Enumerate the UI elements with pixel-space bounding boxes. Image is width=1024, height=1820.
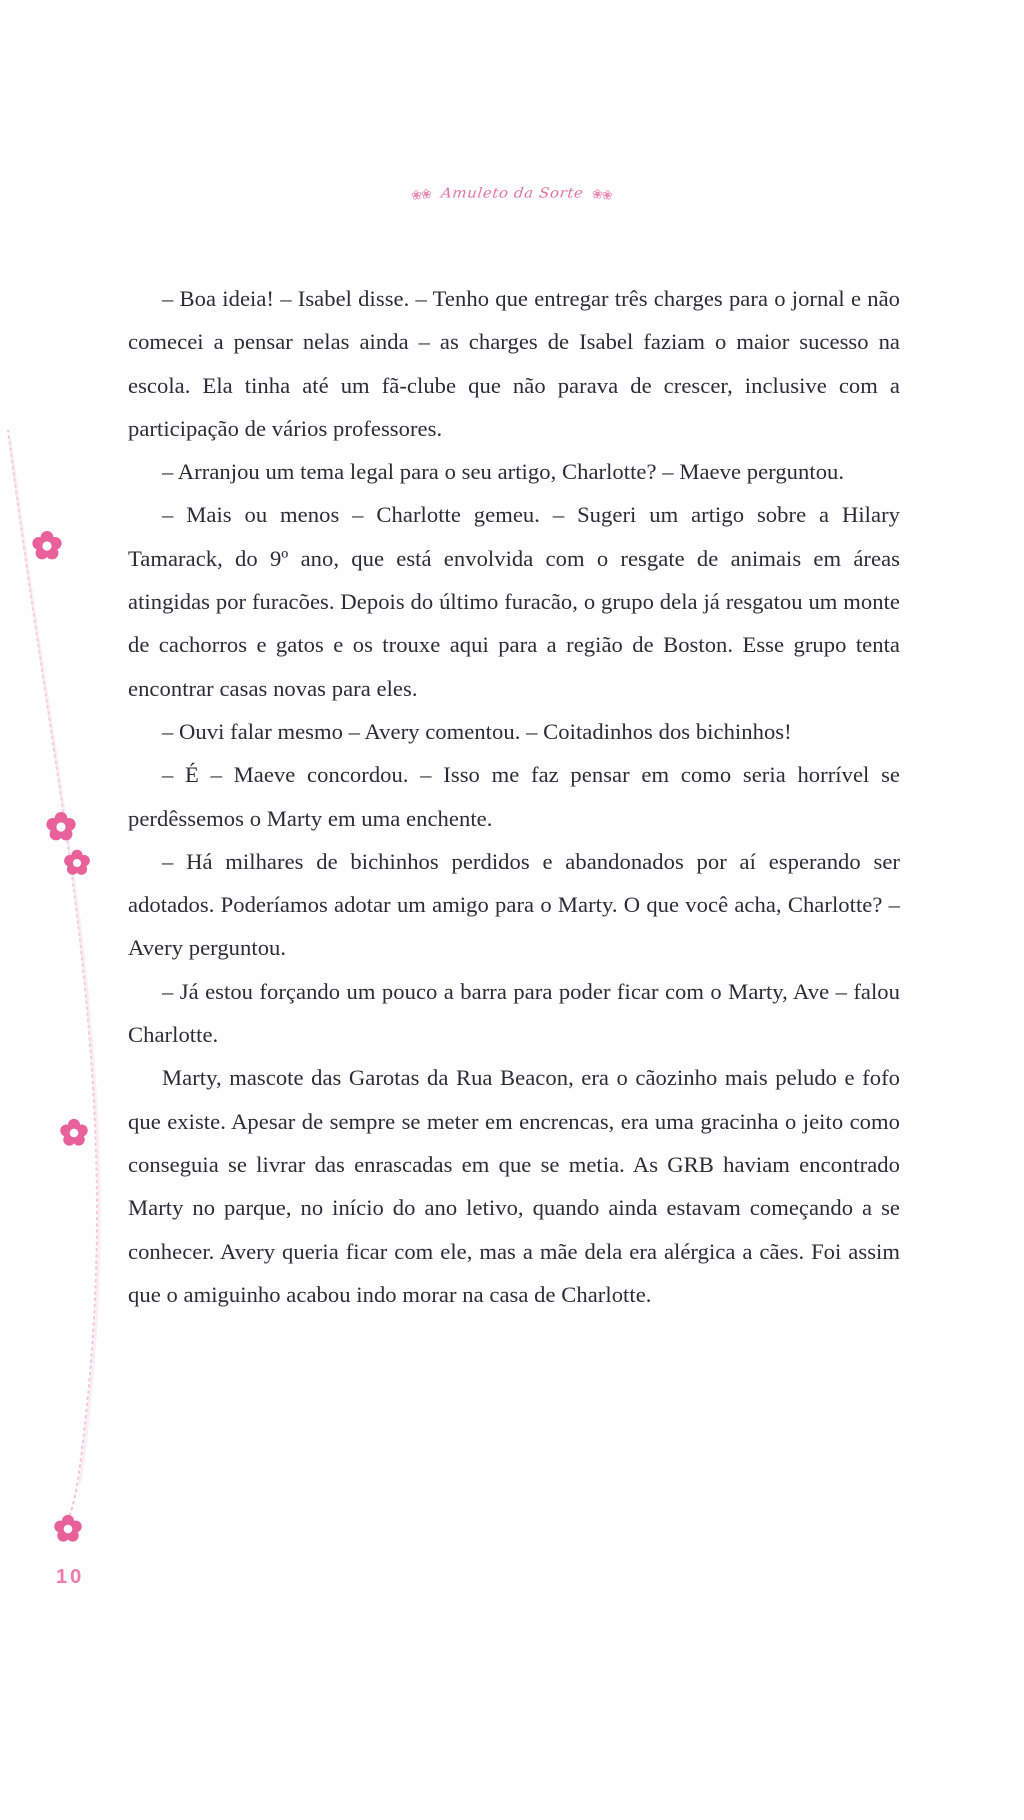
flower-ornament-3-icon [62, 848, 92, 878]
paragraph-3: – Mais ou menos – Charlotte gemeu. – Sugeri um artigo sobre a Hilary Tamarack, do 9º ano, que está envolvida com o resgate de animais em áreas atingidas por furacões. Depois do último furacão, o grupo dela já resgatou um monte de cachorros e gatos e os trouxe aqui para a região de Boston. Esse grupo tenta encontrar casas novas para eles. [128, 502, 900, 701]
running-head [0, 178, 1024, 208]
paragraph-8: Marty, mascote das Garotas da Rua Beacon, era o cãozinho mais peludo e fofo que existe. Apesar de sempre se meter em encrencas, era uma gracinha o jeito como conseguia se livrar das enrascadas em que se metia. As GRB haviam encontrado Marty no parque, no início do ano letivo, quando ainda estavam começando a se conhecer. Avery queria ficar com ele, mas a mãe dela era alérgica a cães. Foi assim que o amiguinho acabou indo morar na casa de Charlotte. [128, 1065, 900, 1307]
paragraph-5: – É – Maeve concordou. – Isso me faz pensar em como seria horrível se perdêssemos o Marty em uma enchente. [128, 762, 900, 831]
flower-ornament-right-icon: ❀❀ [592, 185, 614, 203]
flower-ornament-1-icon [30, 529, 64, 563]
paragraph-4: – Ouvi falar mesmo – Avery comentou. – Coitadinhos dos bichinhos! [162, 718, 792, 744]
flower-ornament-left-icon: ❀❀ [410, 185, 432, 203]
paragraph-1: – Boa ideia! – Isabel disse. – Tenho que entregar três charges para o jornal e não comecei a pensar nelas ainda – as charges de Isabel faziam o maior sucesso na escola. Ela tinha até um fã-clube que não parava de crescer, inclusive com a participação de vários professores. [128, 286, 900, 441]
flower-ornament-4-icon [58, 1117, 90, 1149]
paragraph-6: – Há milhares de bichinhos perdidos e abandonados por aí esperando ser adotados. Poderíamos adotar um amigo para o Marty. O que você acha, Charlotte? – Avery perguntou. [128, 848, 900, 961]
flower-ornament-2-icon [44, 810, 78, 844]
running-head-title: Amuleto da Sorte [439, 184, 585, 202]
page-body-text [128, 277, 900, 1316]
flower-ornament-5-icon [52, 1513, 84, 1545]
paragraph-2: – Arranjou um tema legal para o seu artigo, Charlotte? – Maeve perguntou. [162, 459, 845, 485]
paragraph-7: – Já estou forçando um pouco a barra para poder ficar com o Marty, Ave – falou Charlotte. [128, 978, 900, 1048]
page-number: 10 [56, 1566, 85, 1588]
